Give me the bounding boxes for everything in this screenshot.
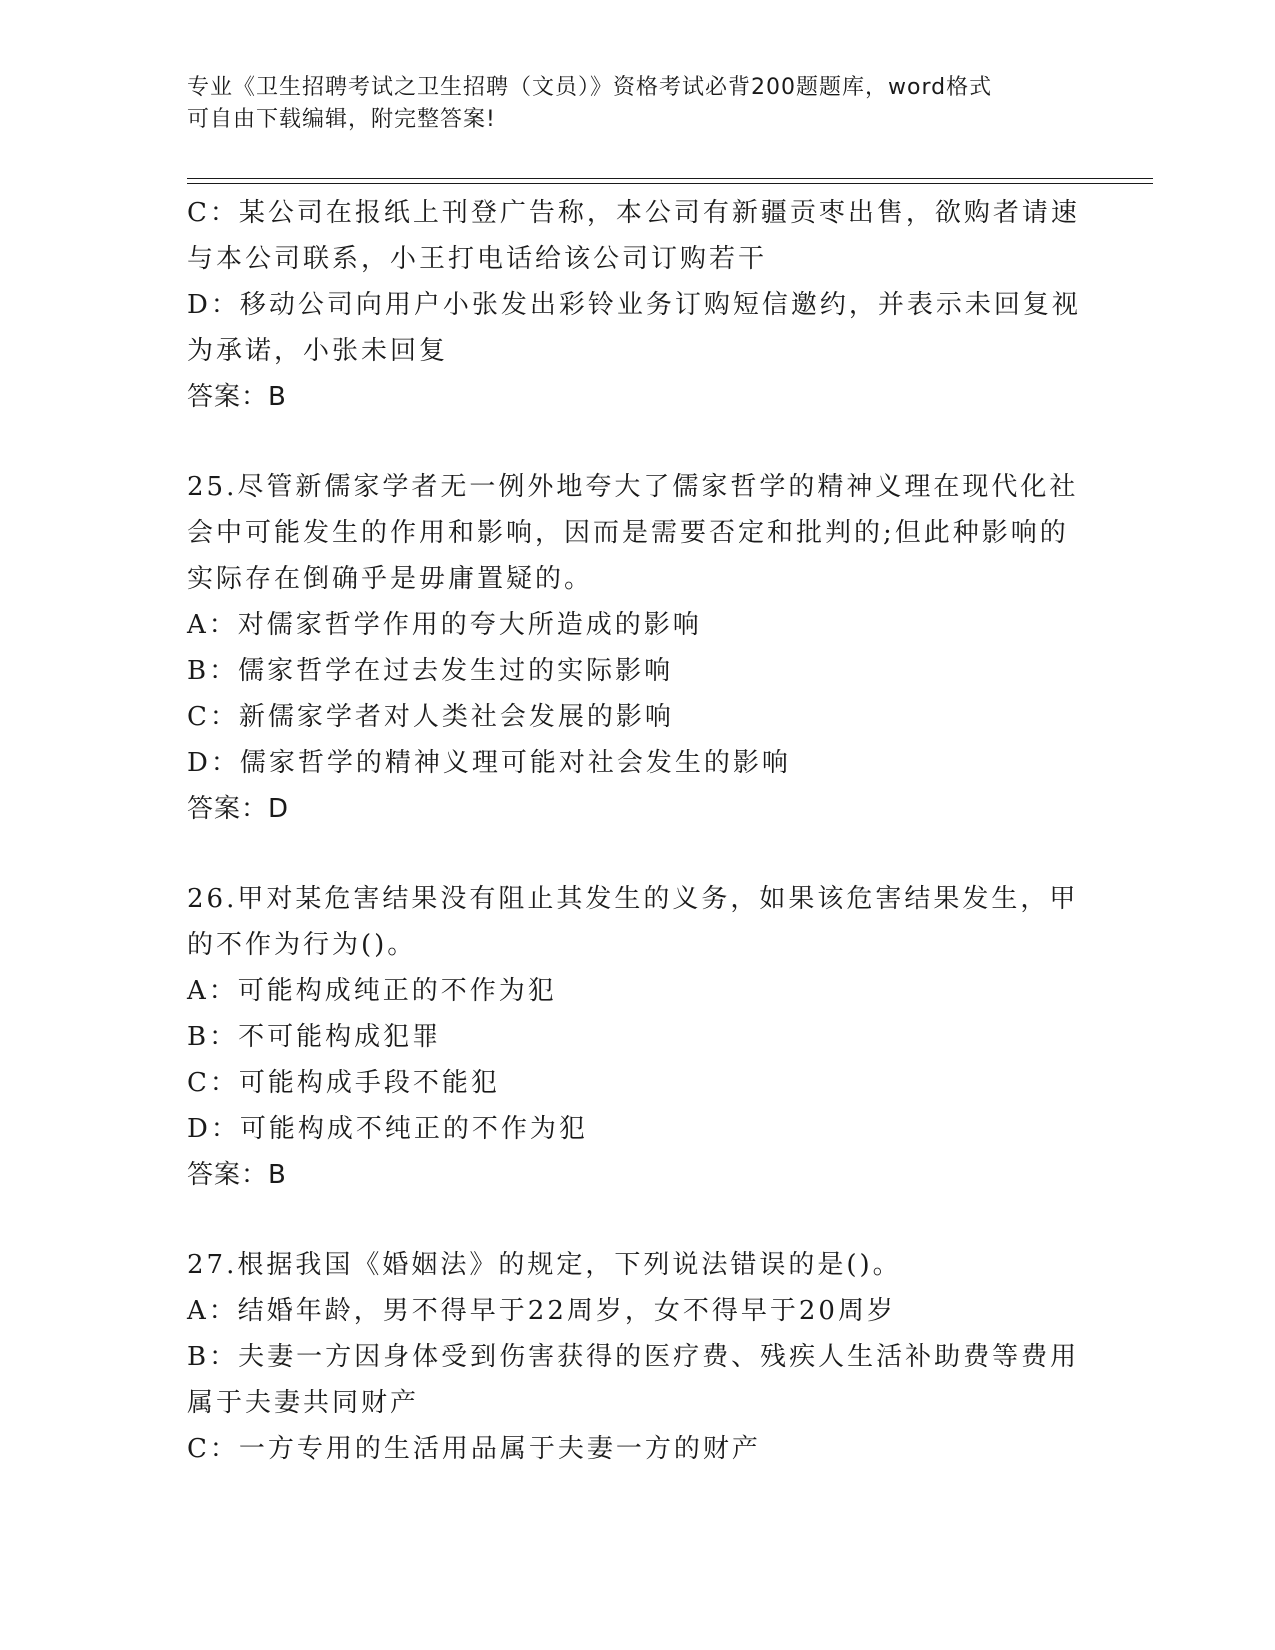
question-text-line: 实际存在倒确乎是毋庸置疑的。 (187, 564, 594, 594)
question-block-25 (187, 464, 1087, 832)
question-spacer (187, 832, 1087, 876)
question-list (187, 190, 1087, 1472)
question-spacer (187, 420, 1087, 464)
document-header (187, 72, 1067, 136)
option-c: C：新儒家学者对人类社会发展的影响 (187, 702, 674, 732)
question-text-line: 会中可能发生的作用和影响，因而是需要否定和批判的;但此种影响的 (187, 518, 1069, 548)
header-title-line-2: 可自由下载编辑，附完整答案! (187, 107, 496, 132)
question-text-line: 25.尽管新儒家学者无一例外地夸大了儒家哲学的精神义理在现代化社 (187, 472, 1079, 502)
question-text-line: 26.甲对某危害结果没有阻止其发生的义务，如果该危害结果发生，甲 (187, 884, 1079, 914)
option-c: C：一方专用的生活用品属于夫妻一方的财产 (187, 1434, 761, 1464)
header-title-line-1: 专业《卫生招聘考试之卫生招聘（文员）》资格考试必背200题题库，word格式 (187, 75, 993, 100)
header-divider-top (187, 178, 1153, 179)
option-b: B：夫妻一方因身体受到伤害获得的医疗费、残疾人生活补助费等费用 (187, 1342, 1080, 1372)
option-b: B：儒家哲学在过去发生过的实际影响 (187, 656, 674, 686)
option-d: D：儒家哲学的精神义理可能对社会发生的影响 (187, 748, 791, 778)
answer-text: 答案：D (187, 794, 290, 824)
question-block-24 (187, 190, 1087, 420)
question-block-26 (187, 876, 1087, 1198)
question-text-line: 27.根据我国《婚姻法》的规定，下列说法错误的是()。 (187, 1250, 902, 1280)
question-text-line: 的不作为行为()。 (187, 930, 417, 960)
question-text-line: D：移动公司向用户小张发出彩铃业务订购短信邀约，并表示未回复视 (187, 290, 1081, 320)
option-b: B：不可能构成犯罪 (187, 1022, 442, 1052)
question-text-line: 与本公司联系，小王打电话给该公司订购若干 (187, 244, 768, 274)
option-a: A：对儒家哲学作用的夸大所造成的影响 (187, 610, 702, 640)
option-d: D：可能构成不纯正的不作为犯 (187, 1114, 588, 1144)
answer-text: 答案：B (187, 382, 287, 412)
question-block-27 (187, 1242, 1087, 1472)
question-text-line: C：某公司在报纸上刊登广告称，本公司有新疆贡枣出售，欲购者请速 (187, 198, 1080, 228)
header-divider-bottom (187, 183, 1153, 184)
option-a: A：结婚年龄，男不得早于22周岁，女不得早于20周岁 (187, 1296, 896, 1326)
question-text-line: 为承诺，小张未回复 (187, 336, 449, 366)
question-spacer (187, 1198, 1087, 1242)
answer-text: 答案：B (187, 1160, 287, 1190)
option-a: A：可能构成纯正的不作为犯 (187, 976, 557, 1006)
option-c: C：可能构成手段不能犯 (187, 1068, 500, 1098)
option-b-continued: 属于夫妻共同财产 (187, 1388, 420, 1418)
